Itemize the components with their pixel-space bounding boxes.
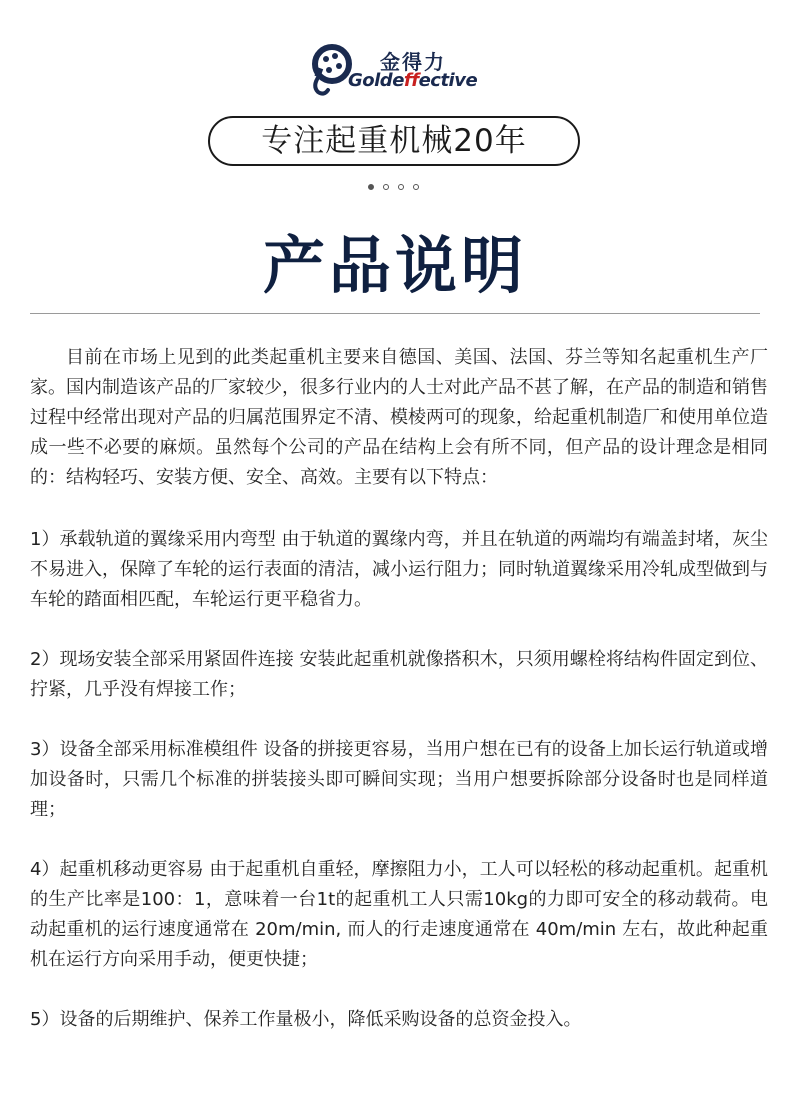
feature-paragraph: 5）设备的后期维护、保养工作量极小，降低采购设备的总资金投入。 — [30, 1009, 582, 1030]
dot-indicator — [383, 184, 389, 190]
slogan-badge: 专注起重机械20年 — [208, 116, 580, 166]
title-divider — [30, 313, 760, 314]
feature-paragraph: 1）承载轨道的翼缘采用内弯型 由于轨道的翼缘内弯，并且在轨道的两端均有端盖封堵，灰尘不易进入，保障了车轮的运行表面的清洁，减小运行阻力；同时轨道翼缘采用冷轧成型做到与车轮的踏面相匹配，车轮运行更平稳省力。 — [30, 529, 768, 610]
description-body — [30, 343, 768, 1035]
feature-paragraph: 3）设备全部采用标准模组件 设备的拼接更容易，当用户想在已有的设备上加长运行轨道或增加设备时，只需几个标准的拼装接头即可瞬间实现；当用户想要拆除部分设备时也是同样道理； — [30, 739, 768, 820]
feature-paragraph: 2）现场安装全部采用紧固件连接 安装此起重机就像搭积木，只须用螺栓将结构件固定到位、拧紧，几乎没有焊接工作； — [30, 649, 768, 700]
feature-paragraph: 4）起重机移动更容易 由于起重机自重轻，摩擦阻力小，工人可以轻松的移动起重机。起重机的生产比率是100：1，意味着一台1t的起重机工人只需10kg的力即可安全的移动载荷。电动起重机的运行速度通常在 20m/min, 而人的行走速度通常在 40m/min 左右，故此种起重机在运行方向采用手动，便更快捷； — [30, 859, 768, 970]
brand-name-cn: 金得力 — [380, 50, 446, 74]
brand-name-en-highlight: ff — [403, 70, 419, 91]
brand-name-en — [348, 70, 477, 91]
brand-name-en-part: Golde — [348, 70, 404, 91]
page-title: 产品说明 — [262, 229, 527, 302]
brand-logo — [302, 42, 492, 100]
page-dots — [368, 184, 428, 194]
dot-indicator — [368, 184, 374, 190]
intro-paragraph: 目前在市场上见到的此类起重机主要来自德国、美国、法国、芬兰等知名起重机生产厂家。国内制造该产品的厂家较少，很多行业内的人士对此产品不甚了解，在产品的制造和销售过程中经常出现对产品的归属范围界定不清、模棱两可的现象，给起重机制造厂和使用单位造成一些不必要的麻烦。虽然每个公司的产品在结构上会有所不同，但产品的设计理念是相同的：结构轻巧、安装方便、安全、高效。主要有以下特点： — [30, 347, 768, 488]
dot-indicator — [398, 184, 404, 190]
dot-indicator — [413, 184, 419, 190]
brand-name-en-part: ective — [418, 70, 478, 91]
